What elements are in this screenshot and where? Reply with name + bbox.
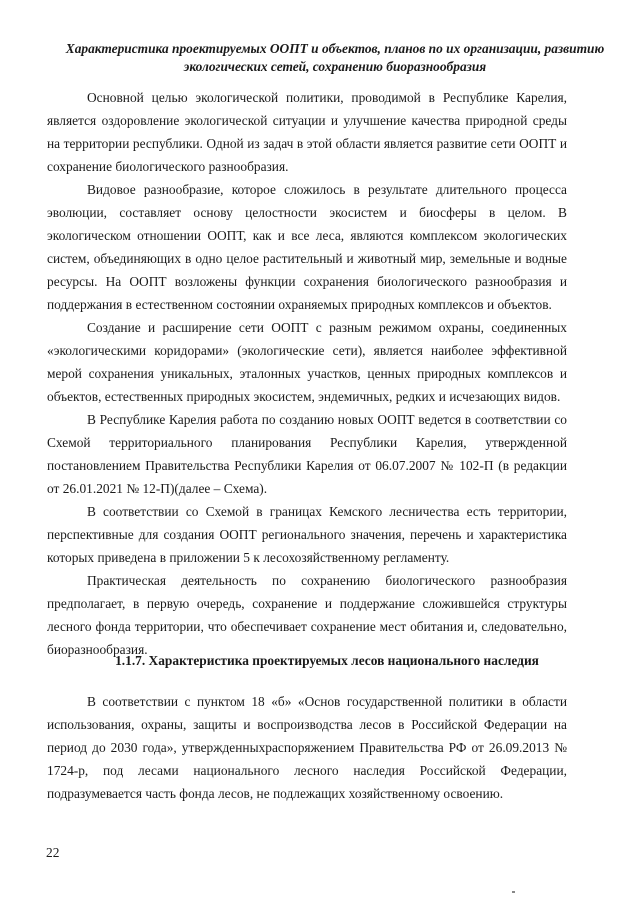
document-body <box>47 86 567 661</box>
paragraph-3: Создание и расширение сети ООПТ с разным режимом охраны, соединенных «экологическими коридорами» (экологические сети), является наиболее эффективной мерой сохранения уникальных, эталонных участков, ценных природных комплексов и объектов, естественных природных экосистем, эндемичных, редких и исчезающих видов. <box>47 320 567 404</box>
paragraph-4: В Республике Карелия работа по созданию новых ООПТ ведется в соответствии со Схемой территориального планирования Республики Карелия, утвержденной постановлением Правительства Республики Карелия от 06.07.2007 № 102-П (в редакции от 26.01.2021 № 12-П)(далее – Схема). <box>47 412 567 496</box>
paragraph-2: Видовое разнообразие, которое сложилось в результате длительного процесса эволюции, составляет основу целостности экосистем и биосферы в целом. В экологическом отношении ООПТ, как и все леса, являются комплексом экологических систем, объединяющих в одно целое растительный и животный мир, земельные и водные ресурсы. На ООПТ возложены функции сохранения биологического разнообразия и поддержания в естественном состоянии охраняемых природных комплексов и объектов. <box>47 182 567 312</box>
page-number: 22 <box>46 845 60 860</box>
paragraph-5: В соответствии со Схемой в границах Кемского лесничества есть территории, перспективные для создания ООПТ регионального значения, перечень и характеристика которых приведена в приложении 5 к лесохозяйственному регламенту. <box>47 504 567 565</box>
paragraph-6: Практическая деятельность по сохранению биологического разнообразия предполагает, в первую очередь, сохранение и поддержание сложившейся структуры лесного фонда территории, что обеспечивает сохранение мест обитания и, следовательно, биоразнообразия. <box>47 573 567 657</box>
document-heading: Характеристика проектируемых ООПТ и объектов, планов по их организации, развитию экологических сетей, сохранению биоразнообразия <box>65 41 605 74</box>
section-body <box>47 690 567 805</box>
section-paragraph: В соответствии с пунктом 18 «б» «Основ государственной политики в области использования, охраны, защиты и воспроизводства лесов в Российской Федерации на период до 2030 года», утвержденныхраспоряжением Правительства РФ от 26.09.2013 № 1724-р, под лесами национального лесного наследия Российской Федерации, подразумевается часть фонда лесов, не подлежащих хозяйственному освоению. <box>47 694 567 801</box>
paragraph-1: Основной целью экологической политики, проводимой в Республике Карелия, является оздоровление экологической ситуации и улучшение качества природной среды на территории республики. Одной из задач в этой области является развитие сети ООПТ и сохранение биологического разнообразия. <box>47 90 567 174</box>
scan-speck <box>512 891 515 893</box>
section-title: 1.1.7. Характеристика проектируемых лесов национального наследия <box>115 653 539 668</box>
